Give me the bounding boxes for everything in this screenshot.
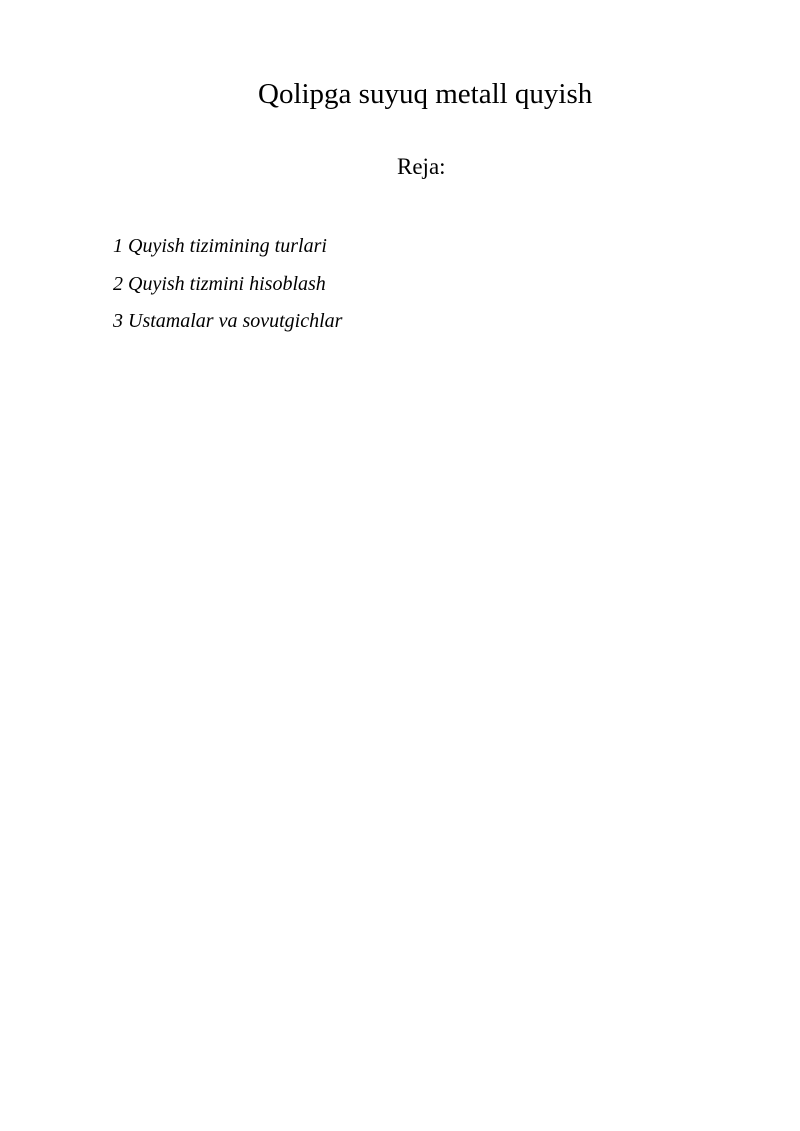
plan-item: 2 Quyish tizmini hisoblash — [113, 272, 326, 295]
plan-list — [113, 232, 342, 345]
plan-item: 3 Ustamalar va sovutgichlar — [113, 310, 343, 332]
document-title: Qolipga suyuq metall quyish — [258, 78, 593, 110]
plan-heading: Reja: — [397, 154, 446, 179]
plan-item: 1 Quyish tizimining turlari — [113, 235, 327, 257]
